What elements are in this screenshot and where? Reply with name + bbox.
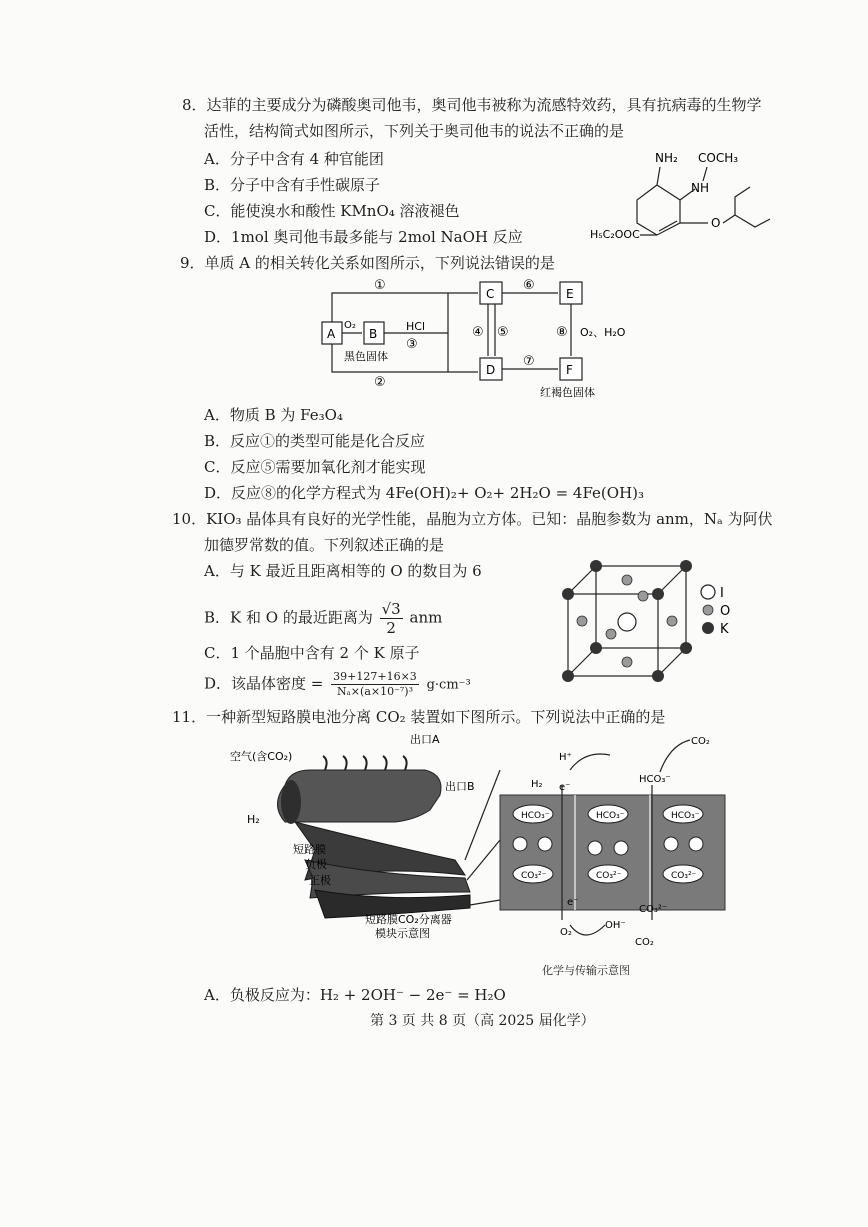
svg-text:HCO₃⁻: HCO₃⁻ bbox=[671, 811, 700, 821]
q10-crystal-cell-diagram bbox=[556, 556, 756, 684]
svg-text:③: ③ bbox=[406, 337, 418, 352]
fraction-numerator: √3 bbox=[381, 600, 401, 618]
q9-option-c: C．反应⑤需要加氧化剂才能实现 bbox=[204, 458, 426, 476]
svg-text:E: E bbox=[566, 287, 574, 301]
svg-text:B: B bbox=[369, 327, 378, 341]
q11-module-diagram bbox=[215, 730, 725, 948]
svg-text:黑色固体: 黑色固体 bbox=[344, 350, 388, 363]
ether-o-label: O bbox=[711, 216, 721, 230]
svg-text:⑧: ⑧ bbox=[556, 325, 568, 340]
nh2-label: NH₂ bbox=[655, 151, 678, 165]
q9-stem: 9．单质 A 的相关转化关系如图所示，下列说法错误的是 bbox=[180, 254, 555, 272]
ester-label: H₅C₂OOC bbox=[590, 228, 640, 241]
svg-text:CO₃²⁻: CO₃²⁻ bbox=[521, 871, 547, 881]
h2-right-label: H₂ bbox=[531, 779, 543, 790]
q10-option-d bbox=[204, 670, 471, 699]
q10-stem-line2: 加德罗常数的值。下列叙述正确的是 bbox=[204, 536, 445, 554]
q9-option-d: D．反应⑧的化学方程式为 4Fe(OH)₂+ O₂+ 2H₂O = 4Fe(OH)₃ bbox=[204, 484, 645, 502]
negative-electrode-label: 负极 bbox=[305, 858, 327, 871]
hco3-top-label: HCO₃⁻ bbox=[639, 774, 671, 785]
o2-label: O₂ bbox=[560, 927, 572, 938]
q9-reaction-diagram bbox=[318, 274, 648, 404]
h2-inlet-label: H₂ bbox=[247, 813, 260, 826]
q10-option-b-prefix: B．K 和 O 的最近距离为 bbox=[204, 608, 373, 627]
fraction-denominator: 2 bbox=[386, 619, 396, 637]
q10-option-b bbox=[204, 600, 442, 637]
q8-structure-diagram bbox=[585, 145, 790, 250]
co2-bottom-label: CO₂ bbox=[635, 937, 654, 948]
positive-electrode-label: 正极 bbox=[309, 874, 331, 887]
q10-option-d-fraction bbox=[331, 670, 419, 699]
svg-text:A: A bbox=[327, 327, 336, 341]
q10-option-c: C．1 个晶胞中含有 2 个 K 原子 bbox=[204, 644, 420, 662]
svg-text:O₂: O₂ bbox=[344, 320, 356, 331]
legend-o: O bbox=[720, 604, 731, 619]
svg-text:HCO₃⁻: HCO₃⁻ bbox=[521, 811, 550, 821]
density-numerator: 39+127+16×3 bbox=[333, 670, 417, 683]
q10-option-b-fraction bbox=[380, 600, 403, 637]
svg-text:⑥: ⑥ bbox=[523, 278, 535, 293]
q10-stem-line1: 10．KIO₃ 晶体具有良好的光学性能，晶胞为立方体。已知：晶胞参数为 anm，Nₐ 为阿伏 bbox=[172, 510, 773, 528]
svg-text:①: ① bbox=[374, 278, 386, 293]
svg-text:红褐色固体: 红褐色固体 bbox=[540, 386, 595, 399]
svg-text:⑤: ⑤ bbox=[497, 325, 509, 340]
svg-text:CO₃²⁻: CO₃²⁻ bbox=[671, 871, 697, 881]
q8-option-a: A．分子中含有 4 种官能团 bbox=[204, 150, 384, 168]
page-footer: 第 3 页 共 8 页（高 2025 届化学） bbox=[370, 1013, 595, 1029]
oh-label: OH⁻ bbox=[605, 920, 626, 931]
module-caption-1: 短路膜CO₂分离器 bbox=[365, 913, 452, 926]
q8-option-b: B．分子中含有手性碳原子 bbox=[204, 176, 381, 194]
svg-text:O₂、H₂O: O₂、H₂O bbox=[580, 326, 626, 339]
nh-label: NH bbox=[691, 181, 709, 195]
svg-text:②: ② bbox=[374, 375, 386, 390]
hplus-label: H⁺ bbox=[559, 752, 572, 763]
acetyl-label: COCH₃ bbox=[698, 151, 739, 165]
q9-option-a: A．物质 B 为 Fe₃O₄ bbox=[204, 406, 343, 424]
q8-option-d: D．1mol 奥司他韦最多能与 2mol NaOH 反应 bbox=[204, 228, 523, 246]
svg-text:C: C bbox=[486, 287, 495, 301]
q11-option-a: A．负极反应为：H₂ + 2OH⁻ − 2e⁻ = H₂O bbox=[204, 986, 506, 1004]
q8-option-c: C．能使溴水和酸性 KMnO₄ 溶液褪色 bbox=[204, 202, 460, 220]
density-denominator: Nₐ×(a×10⁻⁷)³ bbox=[336, 685, 414, 698]
q9-option-b: B．反应①的类型可能是化合反应 bbox=[204, 432, 426, 450]
air-label: 空气(含CO₂) bbox=[230, 750, 293, 763]
legend-k: K bbox=[720, 622, 729, 637]
schematic-caption: 化学与传输示意图 bbox=[542, 964, 630, 977]
electron-top-label: e⁻ bbox=[559, 782, 571, 793]
q10-option-d-prefix: D．该晶体密度 = bbox=[204, 674, 324, 693]
svg-text:F: F bbox=[566, 363, 573, 377]
q8-stem-line2: 活性，结构简式如图所示，下列关于奥司他韦的说法不正确的是 bbox=[204, 122, 625, 140]
q10-option-b-unit: anm bbox=[409, 608, 443, 627]
svg-text:⑦: ⑦ bbox=[523, 354, 535, 369]
q8-stem-line1: 8．达菲的主要成分为磷酸奥司他韦，奥司他韦被称为流感特效药，具有抗病毒的生物学 bbox=[182, 96, 762, 114]
q11-stem: 11．一种新型短路膜电池分离 CO₂ 装置如下图所示。下列说法中正确的是 bbox=[172, 708, 666, 726]
density-unit: g·cm⁻³ bbox=[426, 677, 471, 693]
co3-bottom-label: CO₃²⁻ bbox=[639, 904, 668, 915]
membrane-label: 短路膜 bbox=[293, 843, 326, 856]
q10-option-a: A．与 K 最近且距离相等的 O 的数目为 6 bbox=[204, 562, 482, 580]
svg-text:D: D bbox=[486, 363, 496, 377]
outlet-a-label: 出口A bbox=[410, 733, 440, 746]
svg-text:CO₃²⁻: CO₃²⁻ bbox=[596, 871, 622, 881]
legend-i: I bbox=[720, 586, 724, 601]
svg-text:④: ④ bbox=[472, 325, 484, 340]
svg-text:HCO₃⁻: HCO₃⁻ bbox=[596, 811, 625, 821]
module-caption-2: 模块示意图 bbox=[375, 927, 430, 940]
electron-bottom-label: e⁻ bbox=[567, 897, 579, 908]
outlet-b-label: 出口B bbox=[445, 780, 475, 793]
svg-text:HCl: HCl bbox=[406, 320, 426, 333]
co2-top-label: CO₂ bbox=[691, 736, 710, 747]
